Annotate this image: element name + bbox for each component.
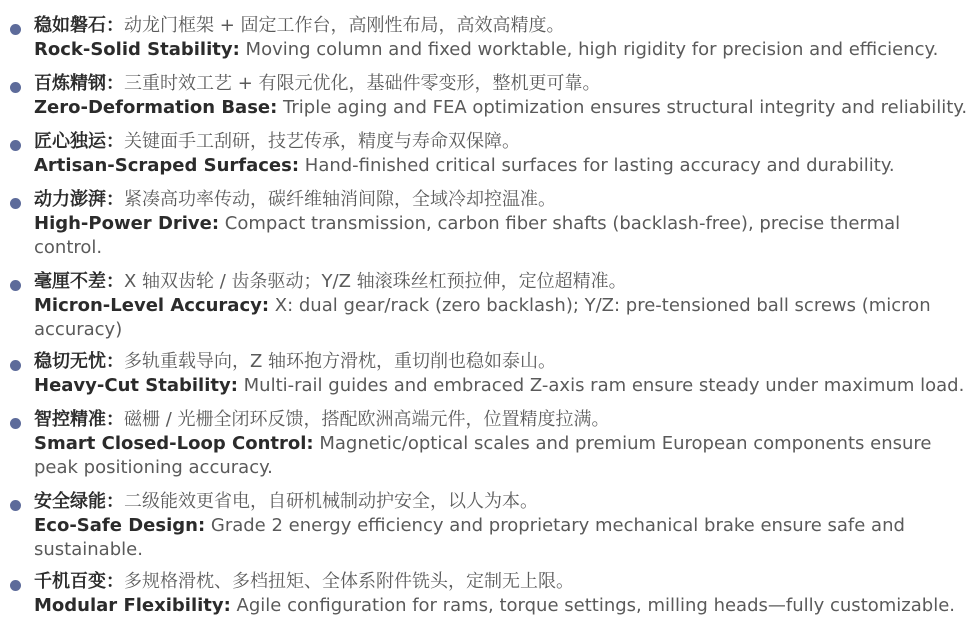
bullet-dot-icon bbox=[10, 24, 21, 35]
feature-cn-line bbox=[34, 72, 969, 96]
bullet-dot-icon bbox=[10, 140, 21, 151]
bullet-dot-icon bbox=[10, 82, 21, 93]
bullet-dot-icon bbox=[10, 500, 21, 511]
feature-en-title: Modular Flexibility: bbox=[34, 595, 231, 616]
bullet-dot-icon bbox=[10, 198, 21, 209]
feature-en-description: Multi-rail guides and embraced Z-axis ram ensure steady under maximum load. bbox=[237, 375, 965, 396]
bullet-dot-icon bbox=[10, 280, 21, 291]
feature-text bbox=[34, 188, 969, 260]
feature-cn-description: 二级能效更省电，自研机械制动护安全，以人为本。 bbox=[124, 491, 538, 512]
feature-text bbox=[34, 350, 969, 398]
feature-cn-title: 千机百变： bbox=[34, 571, 124, 592]
feature-text bbox=[34, 490, 969, 562]
feature-en-description: Triple aging and FEA optimization ensures structural integrity and reliability. bbox=[277, 97, 968, 118]
feature-text bbox=[34, 130, 969, 178]
feature-cn-line bbox=[34, 14, 969, 38]
feature-cn-title: 安全绿能： bbox=[34, 491, 124, 512]
feature-en-line bbox=[34, 432, 969, 480]
feature-en-title: Zero-Deformation Base: bbox=[34, 97, 278, 118]
feature-cn-title: 智控精准： bbox=[34, 409, 124, 430]
feature-cn-line bbox=[34, 188, 969, 212]
feature-cn-line bbox=[34, 270, 969, 294]
feature-text bbox=[34, 270, 969, 342]
feature-en-description: Magnetic/optical scales and premium European components ensure peak positioning accuracy. bbox=[34, 433, 932, 478]
feature-en-line bbox=[34, 294, 969, 342]
feature-en-description: Moving column and fixed worktable, high rigidity for precision and efficiency. bbox=[239, 39, 939, 60]
bullet-dot-icon bbox=[10, 418, 21, 429]
feature-cn-title: 稳切无忧： bbox=[34, 351, 124, 372]
feature-cn-title: 百炼精钢： bbox=[34, 73, 124, 94]
feature-en-line bbox=[34, 96, 969, 120]
feature-text bbox=[34, 14, 969, 62]
feature-cn-line bbox=[34, 408, 969, 432]
feature-cn-description: X 轴双齿轮 / 齿条驱动；Y/Z 轴滚珠丝杠预拉伸，定位超精准。 bbox=[124, 271, 627, 292]
feature-en-line bbox=[34, 212, 969, 260]
feature-en-description: Compact transmission, carbon fiber shafts (backlash-free), precise thermal control. bbox=[34, 213, 901, 258]
feature-cn-title: 匠心独运： bbox=[34, 131, 124, 152]
feature-text bbox=[34, 408, 969, 480]
feature-en-line bbox=[34, 38, 969, 62]
feature-en-title: Eco-Safe Design: bbox=[34, 515, 206, 536]
feature-cn-description: 关键面手工刮研，技艺传承，精度与寿命双保障。 bbox=[124, 131, 520, 152]
feature-text bbox=[34, 72, 969, 120]
feature-text bbox=[34, 570, 969, 618]
feature-cn-description: 多规格滑枕、多档扭矩、全体系附件铣头，定制无上限。 bbox=[124, 571, 574, 592]
feature-en-title: Rock-Solid Stability: bbox=[34, 39, 240, 60]
feature-cn-line bbox=[34, 130, 969, 154]
feature-cn-line bbox=[34, 570, 969, 594]
bullet-dot-icon bbox=[10, 580, 21, 591]
feature-en-title: Smart Closed-Loop Control: bbox=[34, 433, 314, 454]
feature-cn-line bbox=[34, 350, 969, 374]
bullet-dot-icon bbox=[10, 360, 21, 371]
feature-en-line bbox=[34, 514, 969, 562]
feature-cn-line bbox=[34, 490, 969, 514]
feature-en-title: Artisan-Scraped Surfaces: bbox=[34, 155, 300, 176]
feature-en-description: Agile configuration for rams, torque settings, milling heads—fully customizable. bbox=[230, 595, 955, 616]
feature-en-description: Grade 2 energy efficiency and proprietary mechanical brake ensure safe and sustainable. bbox=[34, 515, 905, 560]
feature-en-title: Micron-Level Accuracy: bbox=[34, 295, 270, 316]
feature-en-line bbox=[34, 374, 969, 398]
feature-cn-description: 多轨重载导向，Z 轴环抱方滑枕，重切削也稳如泰山。 bbox=[124, 351, 557, 372]
feature-en-description: X: dual gear/rack (zero backlash); Y/Z: pre-tensioned ball screws (micron accuracy) bbox=[34, 295, 931, 340]
feature-en-line bbox=[34, 594, 969, 618]
feature-en-title: Heavy-Cut Stability: bbox=[34, 375, 238, 396]
feature-cn-description: 紧凑高功率传动，碳纤维轴消间隙，全域冷却控温准。 bbox=[124, 189, 556, 210]
feature-en-description: Hand-finished critical surfaces for lasting accuracy and durability. bbox=[299, 155, 895, 176]
feature-cn-title: 稳如磐石： bbox=[34, 15, 124, 36]
feature-cn-title: 动力澎湃： bbox=[34, 189, 124, 210]
feature-en-line bbox=[34, 154, 969, 178]
feature-cn-title: 毫厘不差： bbox=[34, 271, 124, 292]
feature-en-title: High-Power Drive: bbox=[34, 213, 220, 234]
feature-cn-description: 磁栅 / 光栅全闭环反馈，搭配欧洲高端元件，位置精度拉满。 bbox=[124, 409, 610, 430]
feature-cn-description: 动龙门框架 + 固定工作台，高刚性布局，高效高精度。 bbox=[124, 15, 565, 36]
feature-cn-description: 三重时效工艺 + 有限元优化，基础件零变形，整机更可靠。 bbox=[124, 73, 601, 94]
